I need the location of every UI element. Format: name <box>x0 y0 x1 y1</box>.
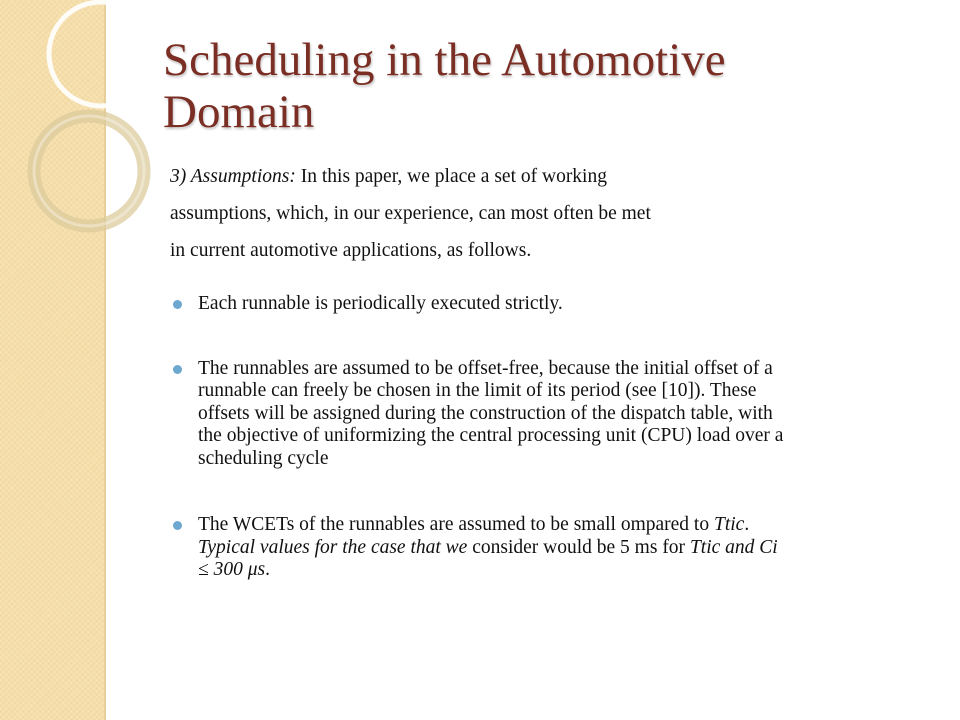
title-line-1: Scheduling in the Automotive <box>163 34 726 86</box>
bullet-3-bound: ≤ 300 μs <box>198 559 266 580</box>
bullet-3-text-1: The WCETs of the runnables are assumed to be small ompared to <box>198 514 714 535</box>
bullet-dot-icon <box>173 521 182 530</box>
bullet-dot-icon <box>173 365 182 374</box>
slide-title <box>163 34 923 138</box>
bullet-2-line-5: scheduling cycle <box>198 447 329 469</box>
assumptions-label: 3) Assumptions: <box>170 166 296 187</box>
bullet-item-wcet <box>176 514 928 582</box>
intro-paragraph <box>170 158 910 269</box>
bullet-item-periodic <box>176 293 928 316</box>
intro-line-1 <box>170 158 910 195</box>
bullet-3-end: . <box>265 559 270 580</box>
bullet-2-line-1: The runnables are assumed to be offset-free, because the initial offset of a <box>198 357 773 379</box>
bullet-2-line-2: runnable can freely be chosen in the limit of its period (see [10]). These <box>198 380 757 401</box>
intro-line-2: assumptions, which, in our experience, can most often be met <box>170 203 651 224</box>
bullet-3-ttic: Ttic <box>713 514 745 535</box>
bullet-2-line-4: the objective of uniformizing the central processing unit (CPU) load over a <box>198 425 784 446</box>
bullet-dot-icon <box>173 300 182 309</box>
bullet-3-line-2 <box>198 537 928 560</box>
bullet-3-line-3 <box>198 559 928 582</box>
bullet-3-period: . <box>744 514 750 535</box>
intro-line-3: in current automotive applications, as follows. <box>170 240 532 261</box>
bullet-item-offset-free <box>176 358 928 471</box>
intro-text-1: In this paper, we place a set of working <box>295 166 607 187</box>
bullet-1-line-1: Each runnable is periodically executed strictly. <box>198 293 563 314</box>
bullet-3-typical: Typical values for the case that we <box>198 536 468 558</box>
bullet-3-ttic-ci: Ttic and Ci <box>689 536 778 558</box>
assumption-list <box>176 293 928 582</box>
bullet-3-text-2: consider would be 5 ms for <box>467 536 690 558</box>
bullet-3-line-1 <box>198 514 928 537</box>
bullet-2-line-3: offsets will be assigned during the construction of the dispatch table, with <box>198 402 773 424</box>
title-line-2: Domain <box>163 86 315 138</box>
